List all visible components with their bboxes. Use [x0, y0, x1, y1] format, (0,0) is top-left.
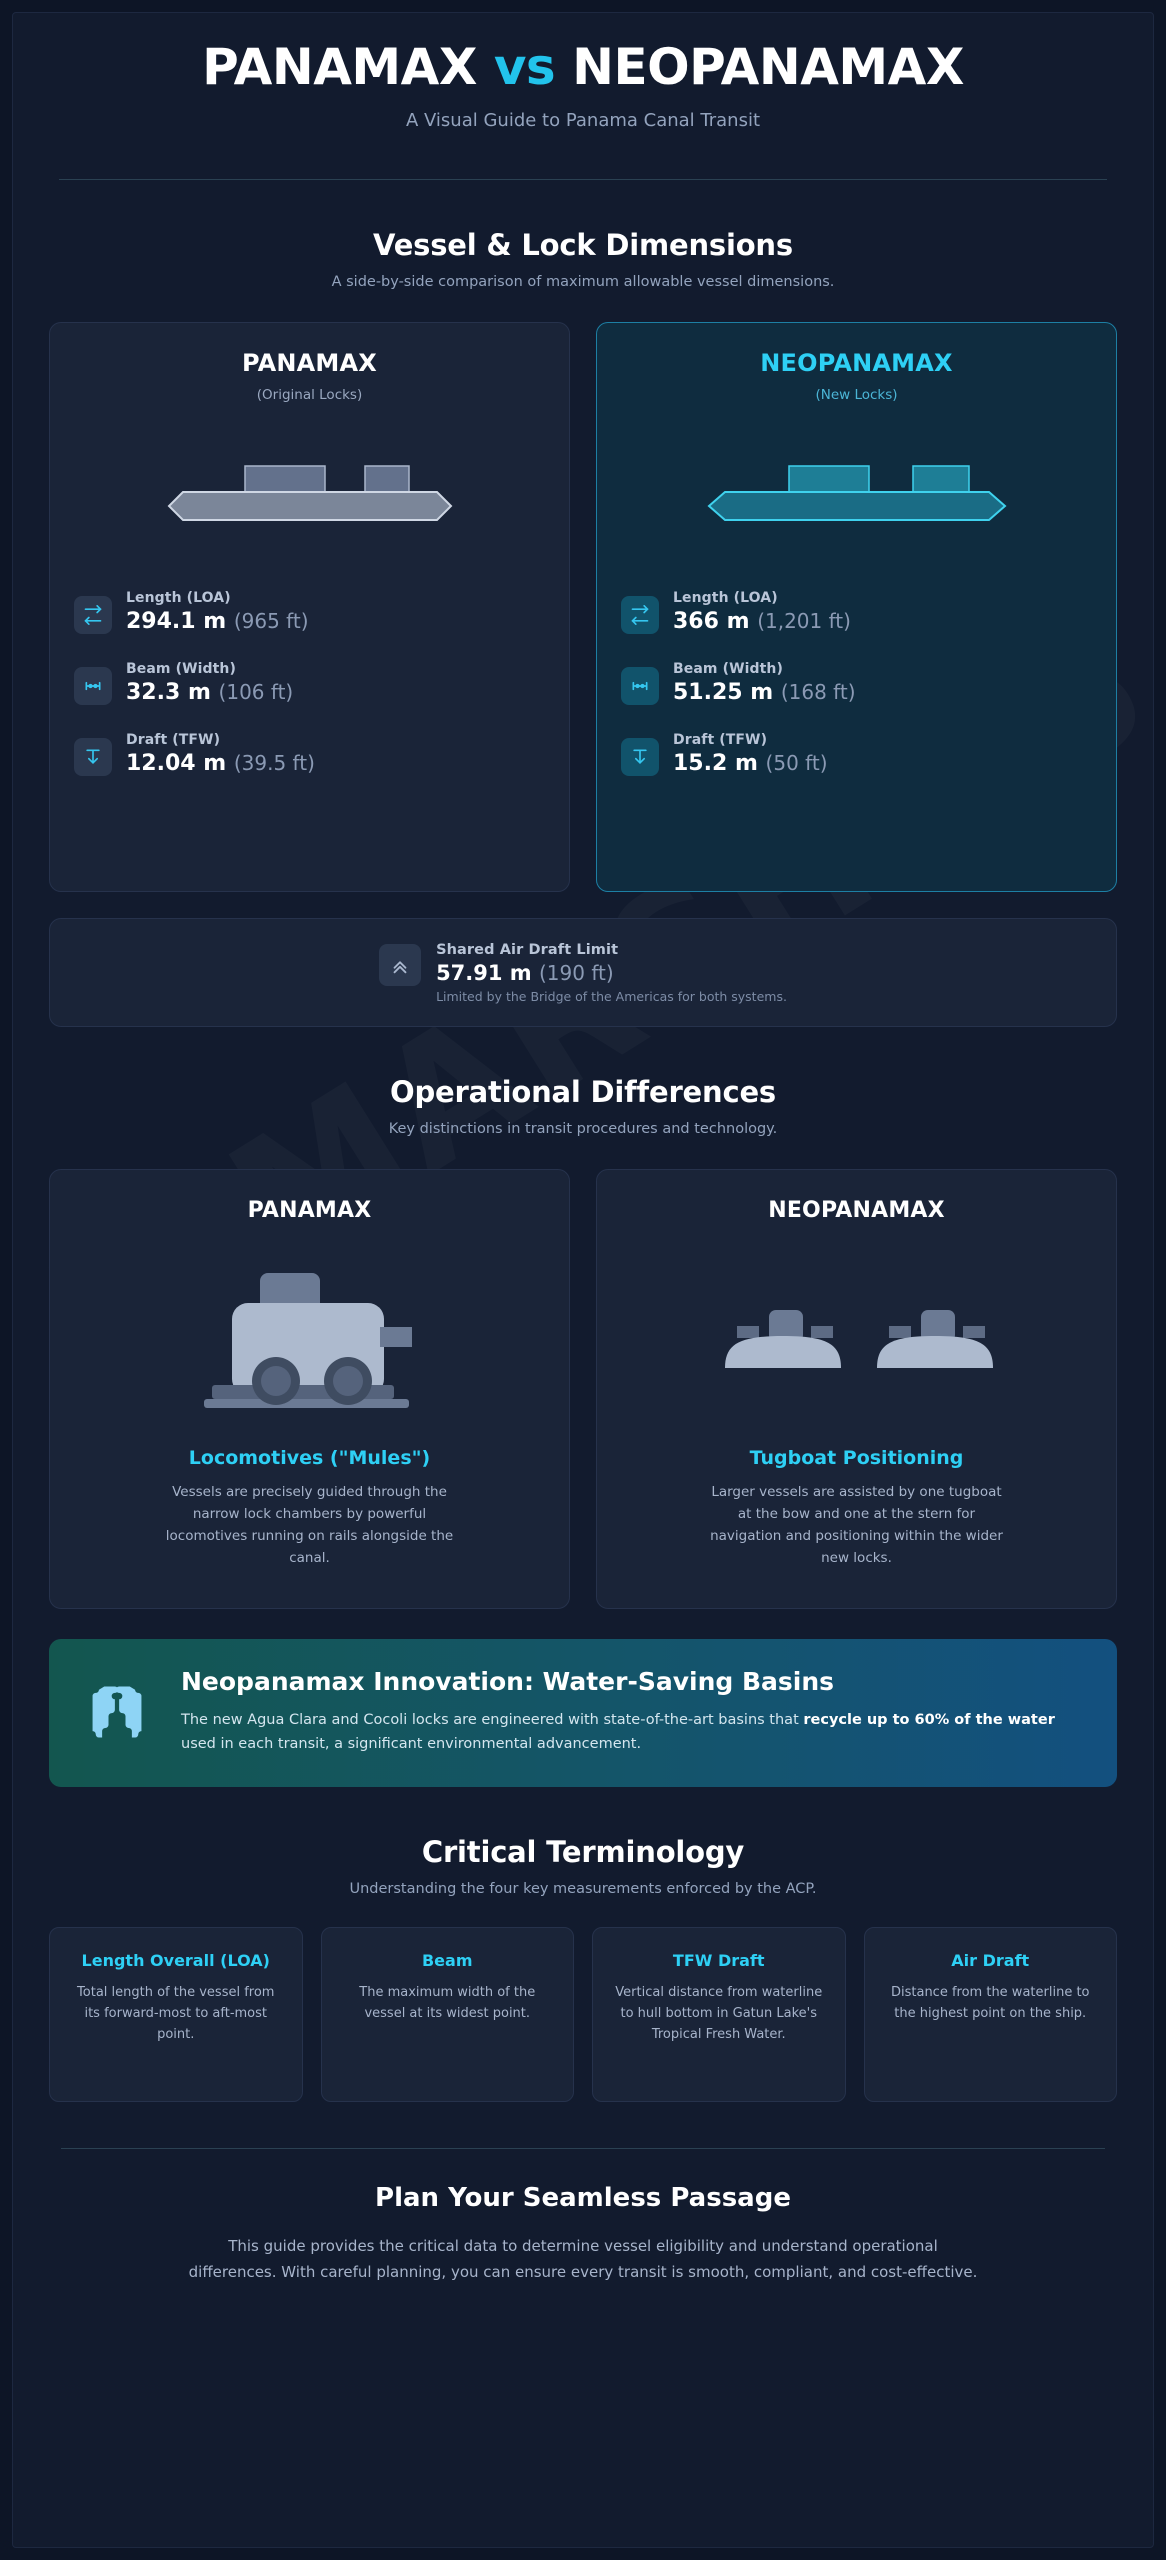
- shared-air-draft-banner: [49, 918, 1117, 1027]
- neopanamax-ship-illustration: [621, 403, 1092, 583]
- terminology-term: Length Overall (LOA): [81, 1950, 270, 1970]
- spec-metric: 294.1 m: [126, 608, 227, 634]
- innovation-body: [181, 1708, 1087, 1757]
- panamax-specs: [74, 589, 545, 776]
- operations-vessel-name: NEOPANAMAX: [768, 1197, 945, 1223]
- spec-label: Draft (TFW): [673, 731, 768, 748]
- length-arrows-icon: [74, 596, 112, 634]
- air-draft-label: Shared Air Draft Limit: [436, 941, 619, 958]
- spec-imperial: (39.5 ft): [233, 750, 315, 775]
- terminology-term: TFW Draft: [672, 1950, 765, 1970]
- spec-row: [74, 731, 545, 776]
- operations-heading: Operational Differences: [390, 1074, 776, 1109]
- vessel-comparison-row: [49, 322, 1117, 892]
- spec-imperial: (965 ft): [233, 608, 309, 633]
- title-left: PANAMAX: [202, 38, 477, 96]
- length-arrows-icon: [621, 596, 659, 634]
- page-title: [49, 38, 1117, 96]
- spec-row: [621, 731, 1092, 776]
- footer: [49, 2149, 1117, 2286]
- operations-card-neopanamax: [596, 1169, 1117, 1609]
- spec-imperial: (168 ft): [780, 679, 856, 704]
- panamax-card: [49, 322, 570, 892]
- operations-title: Tugboat Positioning: [749, 1446, 964, 1469]
- panamax-name: PANAMAX: [242, 348, 377, 377]
- air-draft-note: Limited by the Bridge of the Americas for both systems.: [436, 988, 787, 1004]
- innovation-title: Neopanamax Innovation: Water-Saving Basins: [181, 1666, 835, 1696]
- operations-row: [49, 1169, 1117, 1609]
- spec-label: Draft (TFW): [126, 731, 221, 748]
- terminology-card: [592, 1927, 846, 2102]
- innovation-body-part2: used in each transit, a significant environmental advancement.: [181, 1736, 642, 1753]
- draft-down-icon: [621, 738, 659, 776]
- terminology-term: Air Draft: [951, 1950, 1030, 1970]
- water-basin-icon: [79, 1678, 155, 1746]
- terminology-card: [49, 1927, 303, 2102]
- infographic-page: [12, 12, 1154, 2548]
- ship-silhouette-icon: [707, 462, 1007, 524]
- spec-metric: 32.3 m: [126, 679, 211, 705]
- terminology-row: [49, 1927, 1117, 2102]
- page-subtitle: A Visual Guide to Panama Canal Transit: [405, 109, 761, 131]
- panamax-locks-label: (Original Locks): [256, 386, 363, 403]
- spec-row: [621, 660, 1092, 705]
- spec-label: Beam (Width): [126, 660, 236, 677]
- spec-imperial: (50 ft): [765, 750, 828, 775]
- double-chevron-up-icon: [379, 944, 421, 986]
- innovation-body-part1: The new Agua Clara and Cocoli locks are engineered with state-of-the-art basins that: [181, 1711, 804, 1728]
- beam-width-icon: [74, 667, 112, 705]
- spec-label: Length (LOA): [673, 589, 778, 606]
- footer-heading: Plan Your Seamless Passage: [375, 2182, 791, 2213]
- operations-body: Larger vessels are assisted by one tugboat at the bow and one at the stern for navigation and positioning within the wider new locks.: [710, 1483, 1003, 1567]
- spec-metric: 12.04 m: [126, 750, 227, 776]
- operations-card-panamax: [49, 1169, 570, 1609]
- dimensions-heading: Vessel & Lock Dimensions: [373, 227, 793, 262]
- terminology-card: [321, 1927, 575, 2102]
- spec-label: Beam (Width): [673, 660, 783, 677]
- innovation-banner: [49, 1639, 1117, 1787]
- terminology-heading: Critical Terminology: [421, 1834, 745, 1869]
- spec-label: Length (LOA): [126, 589, 231, 606]
- beam-width-icon: [621, 667, 659, 705]
- neopanamax-card: [596, 322, 1117, 892]
- title-vs: vs: [493, 38, 556, 96]
- spec-metric: 51.25 m: [673, 679, 774, 705]
- operations-vessel-name: PANAMAX: [247, 1197, 372, 1223]
- spec-row: [74, 589, 545, 634]
- terminology-definition: Total length of the vessel from its forward-most to aft-most point.: [77, 1985, 275, 2042]
- title-right: NEOPANAMAX: [572, 38, 964, 96]
- spec-metric: 366 m: [673, 608, 750, 634]
- spec-imperial: (1,201 ft): [757, 608, 851, 633]
- spec-row: [74, 660, 545, 705]
- terminology-definition: Vertical distance from waterline to hull bottom in Gatun Lake's Tropical Fresh Water.: [615, 1985, 823, 2042]
- dimensions-section-header: [49, 180, 1117, 290]
- operations-title: Locomotives ("Mules"): [188, 1446, 431, 1469]
- locomotive-illustration: [74, 1239, 545, 1439]
- innovation-body-highlight: recycle up to 60% of the water: [803, 1711, 1055, 1728]
- terminology-term: Beam: [421, 1950, 473, 1970]
- hero-header: [49, 13, 1117, 149]
- operations-section-header: [49, 1027, 1117, 1137]
- neopanamax-specs: [621, 589, 1092, 776]
- tugboats-icon: [717, 1284, 997, 1394]
- draft-down-icon: [74, 738, 112, 776]
- spec-imperial: (106 ft): [218, 679, 294, 704]
- neopanamax-locks-label: (New Locks): [815, 386, 898, 403]
- panamax-ship-illustration: [74, 403, 545, 583]
- dimensions-subheading: A side-by-side comparison of maximum allowable vessel dimensions.: [331, 273, 835, 290]
- terminology-definition: The maximum width of the vessel at its widest point.: [359, 1985, 536, 2022]
- spec-metric: 15.2 m: [673, 750, 758, 776]
- operations-subheading: Key distinctions in transit procedures and technology.: [388, 1120, 778, 1137]
- terminology-section-header: [49, 1787, 1117, 1897]
- air-draft-metric: 57.91 m: [436, 960, 532, 985]
- locomotive-icon: [202, 1259, 417, 1419]
- neopanamax-name: NEOPANAMAX: [760, 348, 953, 377]
- terminology-card: [864, 1927, 1118, 2102]
- spec-row: [621, 589, 1092, 634]
- footer-body: This guide provides the critical data to determine vessel eligibility and understand operational differences. With careful planning, you can ensure every transit is smooth, compliant, and cost-effective.: [188, 2236, 978, 2282]
- tugboats-illustration: [621, 1239, 1092, 1439]
- air-draft-imperial: (190 ft): [539, 960, 614, 985]
- ship-silhouette-icon: [167, 462, 453, 524]
- terminology-subheading: Understanding the four key measurements enforced by the ACP.: [349, 1880, 817, 1897]
- operations-body: Vessels are precisely guided through the narrow lock chambers by powerful locomotives running on rails alongside the canal.: [165, 1483, 454, 1567]
- terminology-definition: Distance from the waterline to the highest point on the ship.: [890, 1985, 1090, 2022]
